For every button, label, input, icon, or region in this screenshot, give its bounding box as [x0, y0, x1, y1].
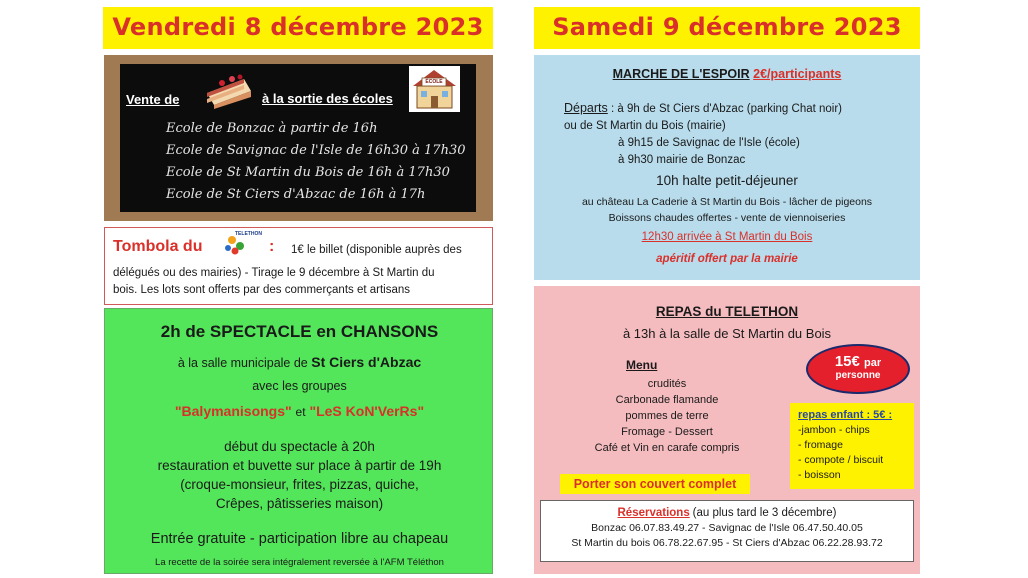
resa-label: Réservations: [617, 507, 690, 519]
school-icon: [409, 66, 460, 112]
enfant-item: -jambon - chips: [798, 424, 870, 436]
school-sign: ÉCOLE: [425, 79, 443, 85]
vente-line: Ecole de Bonzac à partir de 16h: [166, 121, 378, 136]
reservations-box: [540, 500, 914, 562]
resa-line1: Bonzac 06.07.83.49.27 - Savignac de l'Isle 06.47.50.40.05: [591, 522, 863, 534]
tombola-title: Tombola du: [113, 238, 203, 255]
menu-item: Fromage - Dessert: [621, 426, 713, 438]
tombola-line1: 1€ le billet (disponible auprès des: [291, 244, 462, 256]
vente-title-before: Vente de: [126, 92, 180, 107]
marche-title-row: [534, 67, 920, 81]
aperitif-text: apéritif offert par la mairie: [656, 253, 798, 265]
tombola-header: [113, 231, 493, 260]
repas-title-text: REPAS du TELETHON: [655, 304, 799, 319]
marche-title: MARCHE DE L'ESPOIR: [612, 67, 750, 81]
tombola-line2: délégués ou des mairies) - Tirage le 9 décembre à St Martin du: [113, 267, 435, 279]
departs-line: ou de St Martin du Bois (mairie): [564, 120, 726, 132]
tombola-line3: bois. Les lots sont offerts par des commerçants et artisans: [113, 284, 411, 296]
price-par: par: [864, 357, 882, 369]
chalkboard: [120, 64, 476, 212]
repas-title: [534, 304, 920, 319]
enfant-title: repas enfant : 5€ :: [798, 409, 893, 421]
menu-label: Menu: [626, 358, 658, 372]
enfant-item: - fromage: [798, 439, 843, 451]
saturday-banner: [534, 7, 920, 49]
group1: "Balymanisongs": [174, 403, 292, 419]
marche-price: 2€/participants: [753, 67, 842, 81]
repas-panel: [534, 286, 920, 574]
recette-text: La recette de la soirée sera intégralement reversée à l'AFM Téléthon: [155, 557, 444, 568]
menu-item: Carbonade flamande: [615, 394, 719, 406]
entree-text: Entrée gratuite - participation libre au chapeau: [150, 531, 449, 547]
telethon-logo-text: TELETHON: [235, 231, 262, 237]
halte-line: Boissons chaudes offertes - vente de viennoiseries: [608, 212, 846, 224]
repas-subtitle: à 13h à la salle de St Martin du Bois: [622, 326, 832, 341]
tombola-box: [104, 227, 493, 305]
price-line: [808, 353, 908, 370]
departs-text: : à 9h de St Ciers d'Abzac (parking Chat noir): [610, 103, 843, 115]
group2: "LeS KoN'VerRs": [309, 403, 425, 419]
halte-title: 10h halte petit-déjeuner: [656, 173, 798, 188]
vente-line: Ecole de Savignac de l'Isle de 16h30 à 17h30: [166, 143, 466, 158]
price-ellipse: [806, 344, 910, 394]
departs-block: [564, 100, 914, 169]
departs-line: à 9h30 mairie de Bonzac: [618, 154, 746, 166]
halte-line: au château La Caderie à St Martin du Bois - lâcher de pigeons: [581, 196, 873, 208]
enfant-item: - compote / biscuit: [798, 454, 884, 466]
friday-banner-text: Vendredi 8 décembre 2023: [112, 13, 484, 41]
venue-prefix: à la salle municipale de: [177, 356, 308, 370]
detail-line: (croque-monsieur, frites, pizzas, quiche,: [180, 477, 419, 492]
cake-icon: [204, 71, 254, 109]
venue-name: St Ciers d'Abzac: [311, 354, 422, 370]
arrivee-text: 12h30 arrivée à St Martin du Bois: [641, 231, 813, 243]
menu-item: crudités: [647, 378, 687, 390]
friday-banner: [103, 7, 493, 49]
vente-lines: [166, 121, 466, 209]
tombola-colon: :: [269, 238, 275, 255]
vente-line: Ecole de St Ciers d'Abzac de 16h à 17h: [166, 187, 426, 202]
detail-line: restauration et buvette sur place à partir de 19h: [157, 458, 442, 473]
groups-intro: avec les groupes: [252, 379, 347, 393]
marche-panel: [534, 55, 920, 280]
halte-lines: [534, 194, 920, 226]
price-personne: personne: [835, 370, 881, 381]
menu-item: pommes de terre: [625, 410, 709, 422]
couvert-text: Porter son couvert complet: [560, 474, 750, 494]
departs-label: Départs: [564, 101, 608, 115]
enfant-box: [790, 403, 914, 489]
spectacle-title: 2h de SPECTACLE en CHANSONS: [160, 322, 439, 341]
telethon-logo-icon: [223, 226, 262, 258]
spectacle-panel: [104, 308, 493, 574]
spectacle-details: [105, 437, 494, 513]
groups-line: [105, 403, 494, 419]
resa-header: [541, 506, 913, 521]
menu-items: [544, 376, 790, 456]
resa-note: (au plus tard le 3 décembre): [692, 507, 837, 519]
departs-line: à 9h15 de Savignac de l'Isle (école): [618, 137, 800, 149]
departs-line: [564, 100, 914, 118]
price-big: 15€: [834, 353, 860, 370]
resa-line2: St Martin du bois 06.78.22.67.95 - St Ciers d'Abzac 06.22.28.93.72: [571, 537, 883, 549]
vente-line: Ecole de St Martin du Bois de 16h à 17h30: [166, 165, 450, 180]
group-et: et: [295, 405, 306, 419]
saturday-banner-text: Samedi 9 décembre 2023: [552, 13, 902, 41]
spectacle-venue: [105, 354, 494, 370]
detail-line: début du spectacle à 20h: [224, 439, 375, 454]
detail-line: Crêpes, pâtisseries maison): [215, 496, 384, 511]
enfant-item: - boisson: [798, 469, 841, 481]
vente-title-after: à la sortie des écoles: [262, 91, 393, 106]
chalkboard-frame: [104, 55, 493, 221]
menu-item: Café et Vin en carafe compris: [594, 442, 740, 454]
